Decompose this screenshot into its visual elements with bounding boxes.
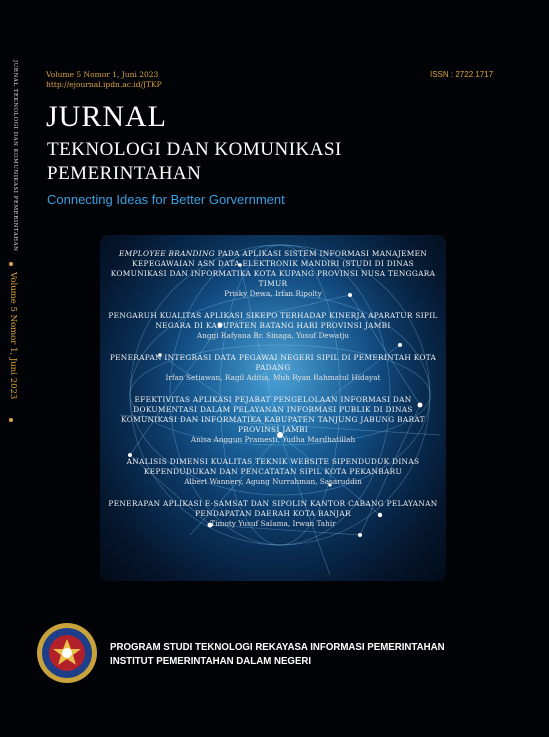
- article-1-title: PADA APLIKASI SISTEM INFORMASI MANAJEMEN KEPEGAWAIAN ASN DATA ELEKTRONIK MANDIRI (STUDI DI DINAS KOMUNIKASI DAN INFORMATIKA KOTA KUPANG PROVINSI NUSA TENGGARA TIMUR: [110, 249, 436, 288]
- journal-subtitle: [47, 138, 342, 186]
- article-2-title: PENGARUH KUALITAS APLIKASI SIKEPO TERHADAP KINERJA APARATUR SIPIL NEGARA DI KABUPATEN BATANG HARI PROVINSI JAMBI: [108, 311, 438, 330]
- contents-panel: [100, 235, 446, 581]
- institute-name: INSTITUT PEMERINTAHAN DALAM NEGERI: [110, 656, 312, 667]
- article-5-authors: Albert Wannery, Agung Nurrahman, Sasaruddin: [184, 477, 362, 486]
- article-4-title: EFEKTIVITAS APLIKASI PEJABAT PENGELOLAAN INFORMASI DAN DOKUMENTASI DALAM PELAYANAN INFORMASI PUBLIK DI DINAS KOMUNIKASI DAN INFORMATIKA KABUPATEN TANJUNG JABUNG BARAT PROVINSI JAMBI: [121, 395, 425, 434]
- article-2-authors: Anggi Rafyana Br. Sinaga, Yusuf Dewatju: [196, 331, 350, 340]
- article-3-title: PENERAPAN INTEGRASI DATA PEGAWAI NEGERI SIPIL DI PEMERINTAH KOTA PADANG: [109, 353, 437, 372]
- subtitle-line-1: TEKNOLOGI DAN KOMUNIKASI: [47, 139, 342, 160]
- issn: ISSN : 2722 1717: [430, 70, 494, 79]
- journal-title: JURNAL: [46, 100, 168, 133]
- journal-url: http://ejournal.ipdn.ac.id/JTKP: [46, 80, 162, 89]
- article-4-authors: Anisa Anggun Pramesti, Yudha Mardhatillah: [190, 435, 356, 444]
- article-1: [100, 249, 446, 299]
- article-1-title-emphasis: EMPLOYEE BRANDING: [118, 249, 215, 258]
- spine-volume: Volume 5 Nomor 1, Juni 2023: [8, 272, 18, 400]
- article-5-title: ANALISIS DIMENSI KUALITAS TEKNIK WEBSITE SIPENDUDUK DINAS KEPENDUDUKAN DAN PENCATATAN SIPIL KOTA PEKANBARU: [126, 457, 420, 476]
- article-6: [100, 499, 446, 529]
- journal-tagline: Connecting Ideas for Better Gorvernment: [47, 192, 285, 207]
- spine-dot-bottom: [9, 418, 13, 422]
- table-of-contents: [100, 249, 446, 541]
- ipdn-emblem-icon: [36, 622, 98, 684]
- article-3: [100, 353, 446, 383]
- article-3-authors: Irfan Setiawan, Ragil Aditia, Muh Ryan Rahmatul Hidayat: [165, 373, 381, 382]
- article-6-authors: Timoty Yusuf Salama, Irwan Tahir: [210, 519, 336, 528]
- volume-line: Volume 5 Nomor 1, Juni 2023: [46, 70, 159, 79]
- issue-info: [46, 70, 162, 90]
- article-6-title: PENERAPAN APLIKASI E-SAMSAT DAN SIPOLIN KANTOR CABANG PELAYANAN PENDAPATAN DAERAH KOTA BANJAR: [108, 499, 438, 518]
- spine-dot-top: [9, 262, 13, 266]
- article-1-authors: Prisky Dewa, Irfan Ripolty: [224, 289, 322, 298]
- article-4: [100, 395, 446, 445]
- spine-title: JURNAL TEKNOLOGI DAN KOMUNIKASI PEMERINTAHAN: [12, 60, 18, 252]
- article-5: [100, 457, 446, 487]
- subtitle-line-2: PEMERINTAHAN: [47, 163, 202, 184]
- study-program: PROGRAM STUDI TEKNOLOGI REKAYASA INFORMASI PEMERINTAHAN: [110, 642, 445, 653]
- article-2: [100, 311, 446, 341]
